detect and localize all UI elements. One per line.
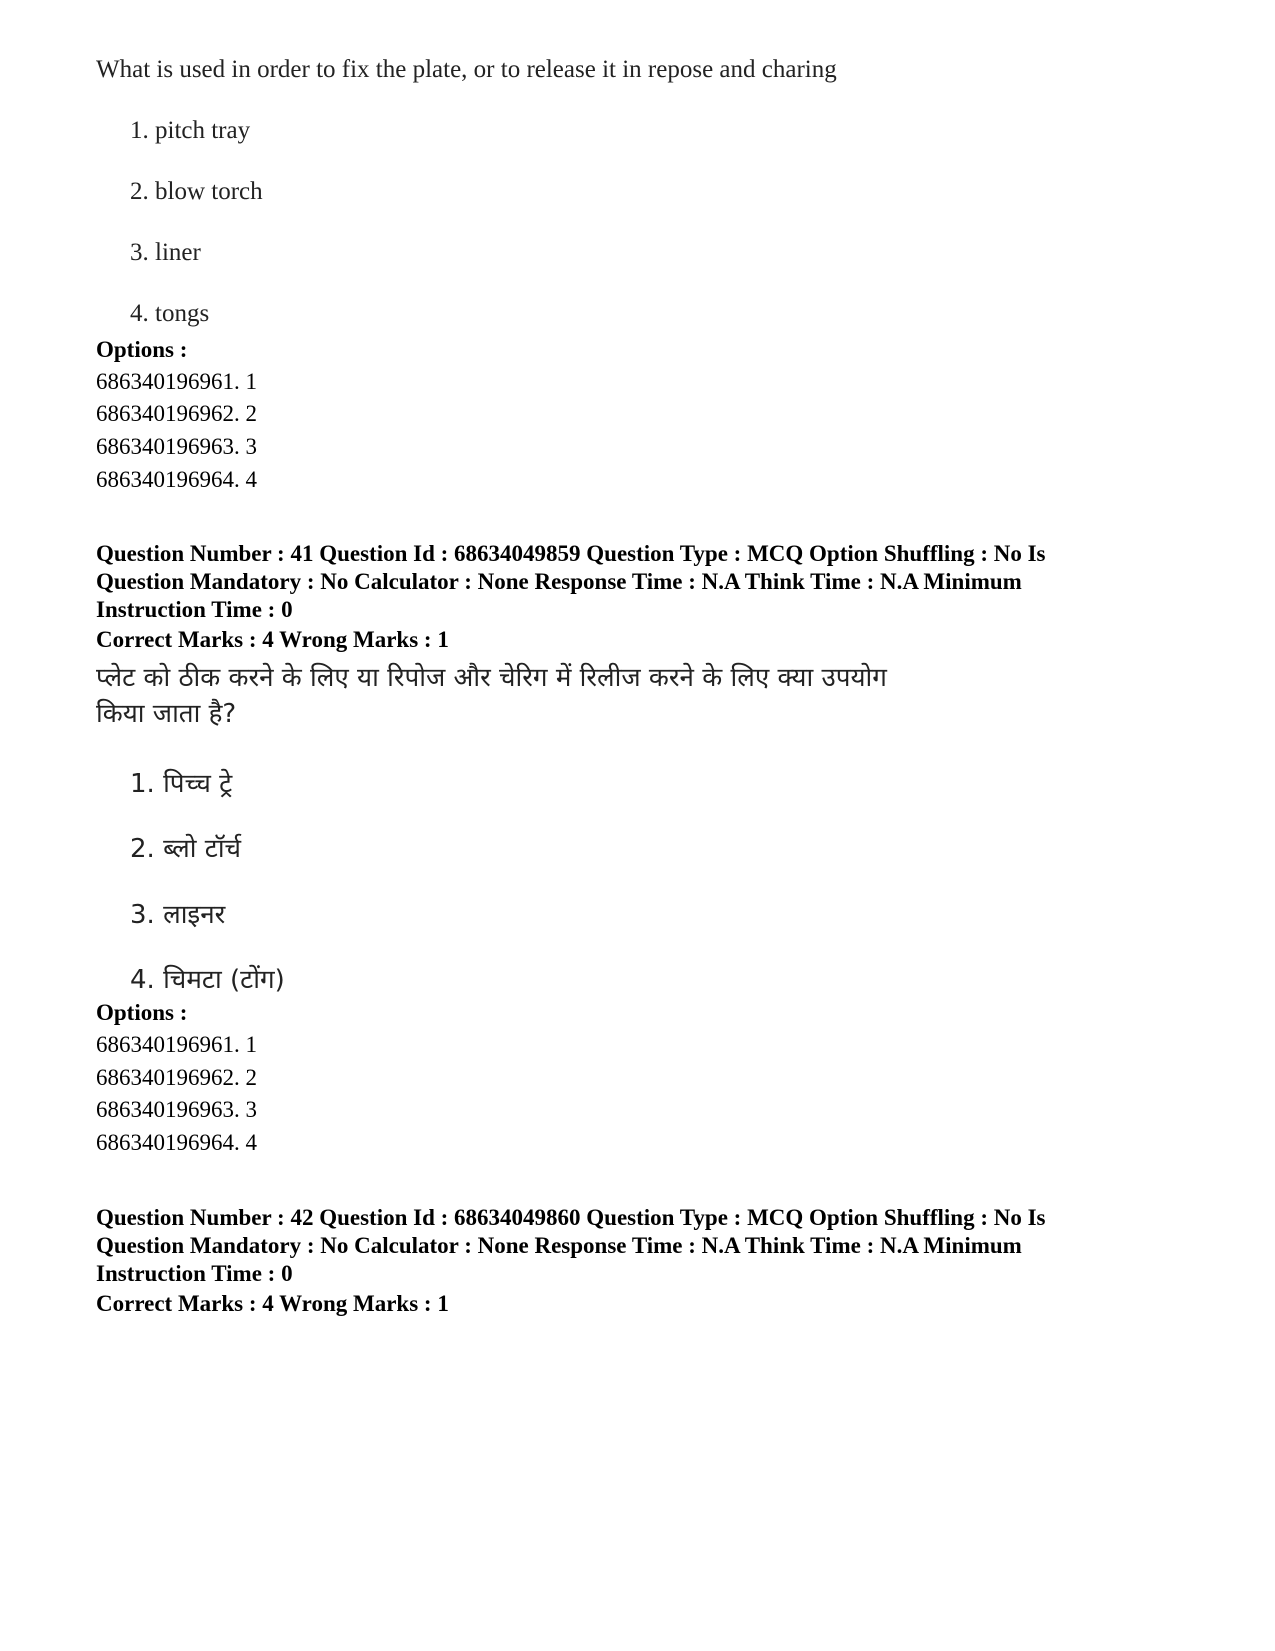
choice-3: 3. liner [130, 239, 201, 266]
marks-info: Correct Marks : 4 Wrong Marks : 1 [96, 627, 449, 652]
option-row: 686340196964. 4 [96, 1130, 257, 1155]
choice-4: 4. चिमटा (टोंग) [130, 965, 285, 995]
meta-line: Instruction Time : 0 [96, 1261, 293, 1286]
choice-1: 1. पिच्च ट्रे [130, 769, 233, 799]
option-row: 686340196962. 2 [96, 1065, 257, 1090]
options-label: Options : [96, 337, 188, 362]
option-row: 686340196961. 1 [96, 1032, 257, 1057]
option-row: 686340196961. 1 [96, 369, 257, 394]
option-row: 686340196963. 3 [96, 434, 257, 459]
question-line: प्लेट को ठीक करने के लिए या रिपोज और चेरिग में रिलीज करने के लिए क्या उपयोग [96, 663, 887, 693]
choice-4: 4. tongs [130, 300, 210, 327]
choice-3: 3. लाइनर [130, 900, 226, 930]
question-meta [96, 540, 1186, 624]
options-label: Options : [96, 1000, 188, 1025]
meta-line: Question Number : 41 Question Id : 68634049859 Question Type : MCQ Option Shuffling : No Is [96, 541, 1046, 566]
meta-line: Question Number : 42 Question Id : 68634049860 Question Type : MCQ Option Shuffling : No Is [96, 1205, 1046, 1230]
marks-info: Correct Marks : 4 Wrong Marks : 1 [96, 1291, 449, 1316]
choice-2: 2. blow torch [130, 178, 263, 205]
question-meta [96, 1204, 1186, 1288]
meta-line: Instruction Time : 0 [96, 597, 293, 622]
question-text-hi [96, 660, 887, 732]
choice-2: 2. ब्लो टॉर्च [130, 834, 242, 864]
question-line: किया जाता है? [96, 699, 237, 729]
option-row: 686340196964. 4 [96, 467, 257, 492]
question-text-en: What is used in order to fix the plate, or to release it in repose and charing [96, 56, 837, 83]
meta-line: Question Mandatory : No Calculator : None Response Time : N.A Think Time : N.A Minimum [96, 1233, 1022, 1258]
option-row: 686340196963. 3 [96, 1097, 257, 1122]
meta-line: Question Mandatory : No Calculator : None Response Time : N.A Think Time : N.A Minimum [96, 569, 1022, 594]
option-row: 686340196962. 2 [96, 401, 257, 426]
choice-1: 1. pitch tray [130, 117, 251, 144]
